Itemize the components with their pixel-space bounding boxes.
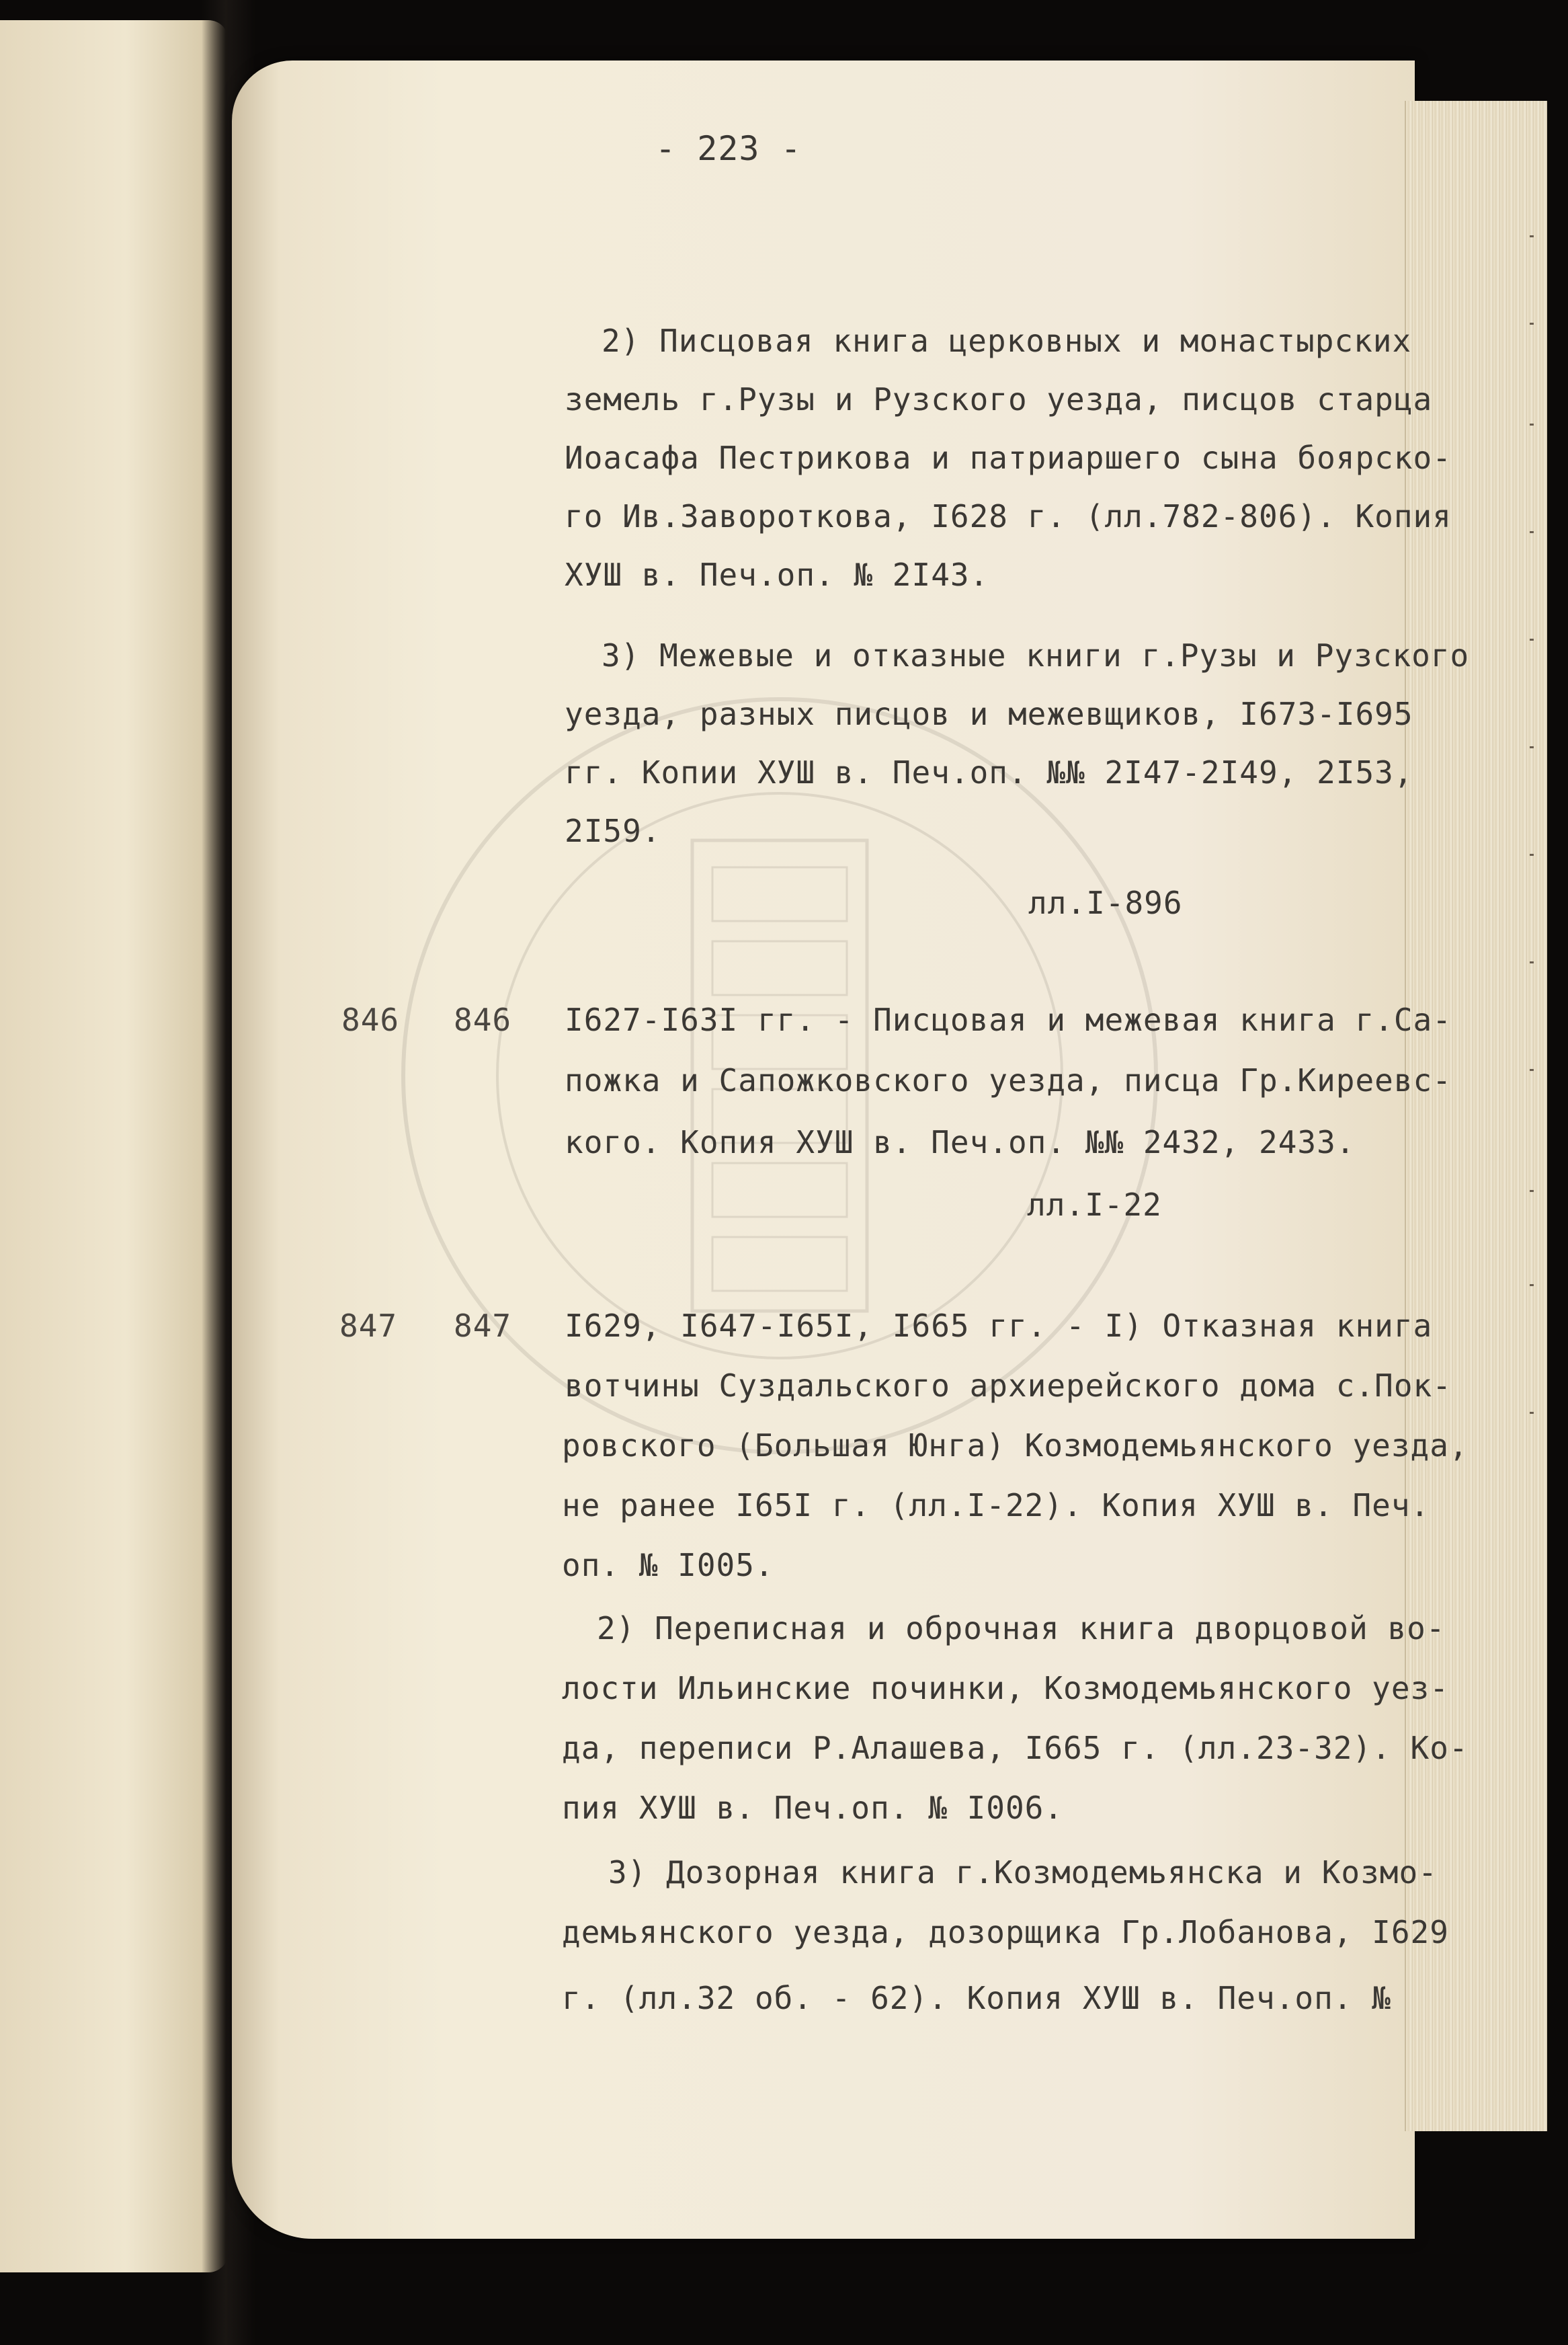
entry-number: 847: [454, 1308, 512, 1344]
page-edge-mark: [1530, 1284, 1534, 1286]
entry-text-line: I627-I63I гг. - Писцовая и межевая книга г.Са-: [565, 1002, 1452, 1038]
entry-text-line: гг. Копии ХУШ в. Печ.оп. №№ 2I47-2I49, 2I53,: [565, 754, 1413, 791]
entry-text-line: 2I59.: [565, 813, 661, 849]
entry-text-line: оп. № I005.: [562, 1547, 774, 1583]
entry-text-line: земель г.Рузы и Рузского уезда, писцов старца: [565, 381, 1433, 418]
entry-text-line: пожка и Сапожковского уезда, писца Гр.Киреевс-: [565, 1062, 1452, 1099]
entry-text-line: го Ив.Завороткова, I628 г. (лл.782-806). Копия: [565, 498, 1452, 534]
entry-text-line: демьянского уезда, дозорщика Гр.Лобанова, I629: [562, 1914, 1449, 1950]
entry-text-line: да, переписи Р.Алашева, I665 г. (лл.23-32). Ко-: [562, 1730, 1469, 1766]
page-edge-mark: [1530, 1069, 1534, 1071]
entry-number: 847: [339, 1308, 398, 1344]
page-edge-mark: [1530, 1412, 1534, 1414]
sheet-range: лл.I-22: [1027, 1187, 1162, 1223]
page-edge-mark: [1530, 531, 1534, 533]
page-edge-mark: [1530, 746, 1534, 748]
entry-text-line: пия ХУШ в. Печ.оп. № I006.: [562, 1790, 1064, 1826]
page-number: - 223 -: [655, 129, 802, 168]
entry-number: 846: [454, 1002, 512, 1038]
entry-text-line: кого. Копия ХУШ в. Печ.оп. №№ 2432, 2433.: [565, 1124, 1356, 1160]
page-edge-mark: [1530, 235, 1534, 237]
entry-text-line: Иоасафа Пестрикова и патриаршего сына боярско-: [565, 440, 1452, 476]
page-edge-mark: [1530, 424, 1534, 426]
entry-text-line: г. (лл.32 об. - 62). Копия ХУШ в. Печ.оп. №: [562, 1980, 1391, 2016]
page-edge-mark: [1530, 323, 1534, 325]
page-edge-mark: [1530, 639, 1534, 641]
page-edge-mark: [1530, 961, 1534, 963]
entry-number: 846: [341, 1002, 400, 1038]
sheet-range: лл.I-896: [1028, 885, 1183, 921]
entry-text-line: 2) Переписная и оброчная книга дворцовой во-: [597, 1610, 1446, 1646]
entry-text-line: 2) Писцовая книга церковных и монастырских: [602, 323, 1412, 359]
page-edge-mark: [1530, 854, 1534, 856]
entry-text-line: вотчины Суздальского архиерейского дома с.Пок-: [565, 1367, 1452, 1404]
entry-text-line: ровского (Большая Юнга) Козмодемьянского уезда,: [562, 1427, 1469, 1464]
entry-text-line: ХУШ в. Печ.оп. № 2I43.: [565, 557, 989, 593]
left-page: [0, 20, 229, 2272]
entry-text-line: лости Ильинские починки, Козмодемьянского уез-: [562, 1670, 1449, 1706]
entry-text-line: не ранее I65I г. (лл.I-22). Копия ХУШ в. Печ.: [562, 1487, 1430, 1523]
entry-text-line: I629, I647-I65I, I665 гг. - I) Отказная книга: [565, 1308, 1433, 1344]
entry-text-line: 3) Межевые и отказные книги г.Рузы и Рузского: [602, 637, 1470, 674]
entry-text-line: 3) Дозорная книга г.Козмодемьянска и Козмо-: [608, 1854, 1438, 1891]
page-edge-mark: [1530, 1190, 1534, 1192]
entry-text-line: уезда, разных писцов и межевщиков, I673-I695: [565, 696, 1413, 732]
